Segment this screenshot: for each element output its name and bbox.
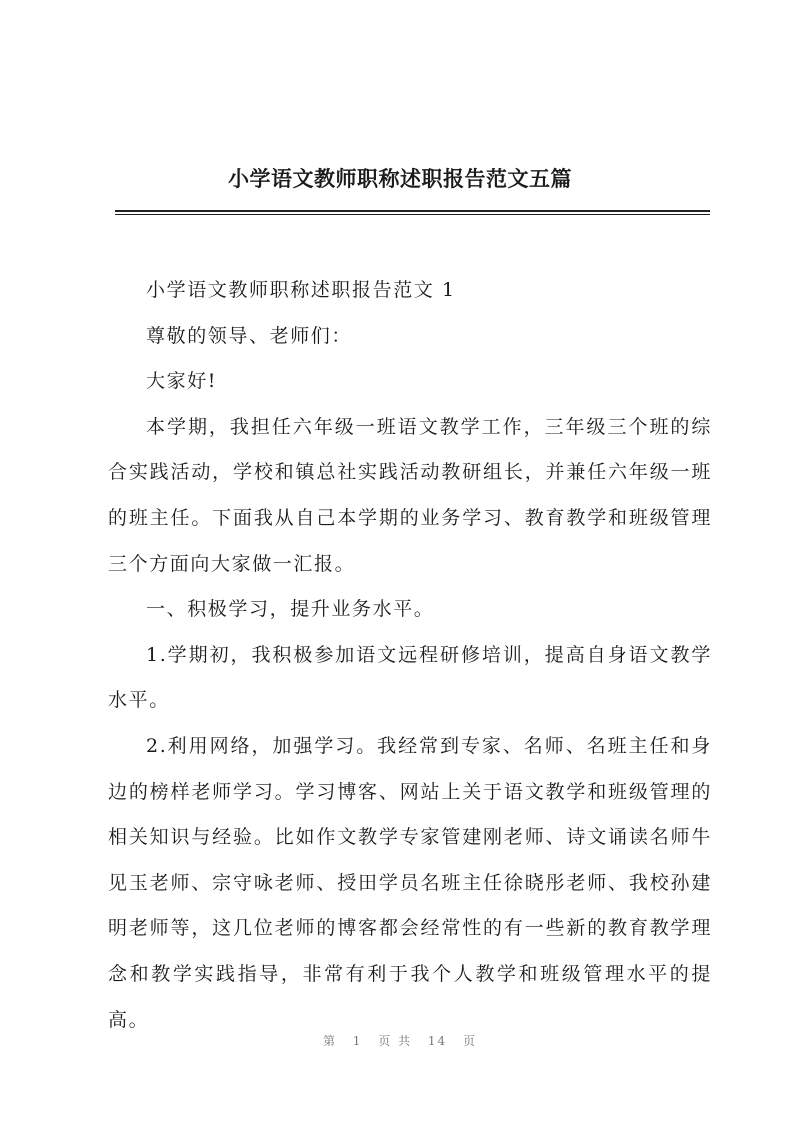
title-divider-thin: [115, 214, 710, 215]
page-footer: [0, 1032, 800, 1049]
paragraph-salutation: 尊敬的领导、老师们：: [146, 324, 353, 347]
paragraph-greeting: 大家好!: [146, 370, 218, 393]
footer-end-label: 页: [463, 1034, 478, 1048]
page-title: 小学语文教师职称述职报告范文五篇: [228, 166, 572, 191]
paragraph-item-1: 1.学期初，我积极参加语文远程研修培训，提高自身语文教学水平。: [108, 643, 712, 712]
paragraph-intro: 本学期，我担任六年级一班语文教学工作，三年级三个班的综合实践活动，学校和镇总社实践活动教研组长，并兼任六年级一班的班主任。下面我从自己本学期的业务学习、教育教学和班级管理三个方面向大家做一汇报。: [108, 415, 712, 575]
title-divider: [115, 210, 710, 212]
footer-current-page: 1: [352, 1034, 363, 1048]
footer-page-label: 第: [322, 1034, 337, 1048]
footer-total-label: 页 共: [378, 1034, 413, 1048]
paragraph-section-heading: 一、积极学习，提升业务水平。: [146, 598, 435, 621]
footer-total-pages: 14: [427, 1034, 448, 1048]
paragraph-item-2: 2.利用网络，加强学习。我经常到专家、名师、名班主任和身边的榜样老师学习。学习博客、网站上关于语文教学和班级管理的相关知识与经验。比如作文教学专家管建刚老师、诗文诵读名师牛见玉老师、宗守咏老师、授田学员名班主任徐晓彤老师、我校孙建明老师等，这几位老师的博客都会经常性的有一些新的教育教学理念和教学实践指导，非常有利于我个人教学和班级管理水平的提高。: [108, 734, 712, 1031]
paragraph-heading: 小学语文教师职称述职报告范文 1: [146, 279, 456, 301]
document-body: [108, 268, 712, 1043]
